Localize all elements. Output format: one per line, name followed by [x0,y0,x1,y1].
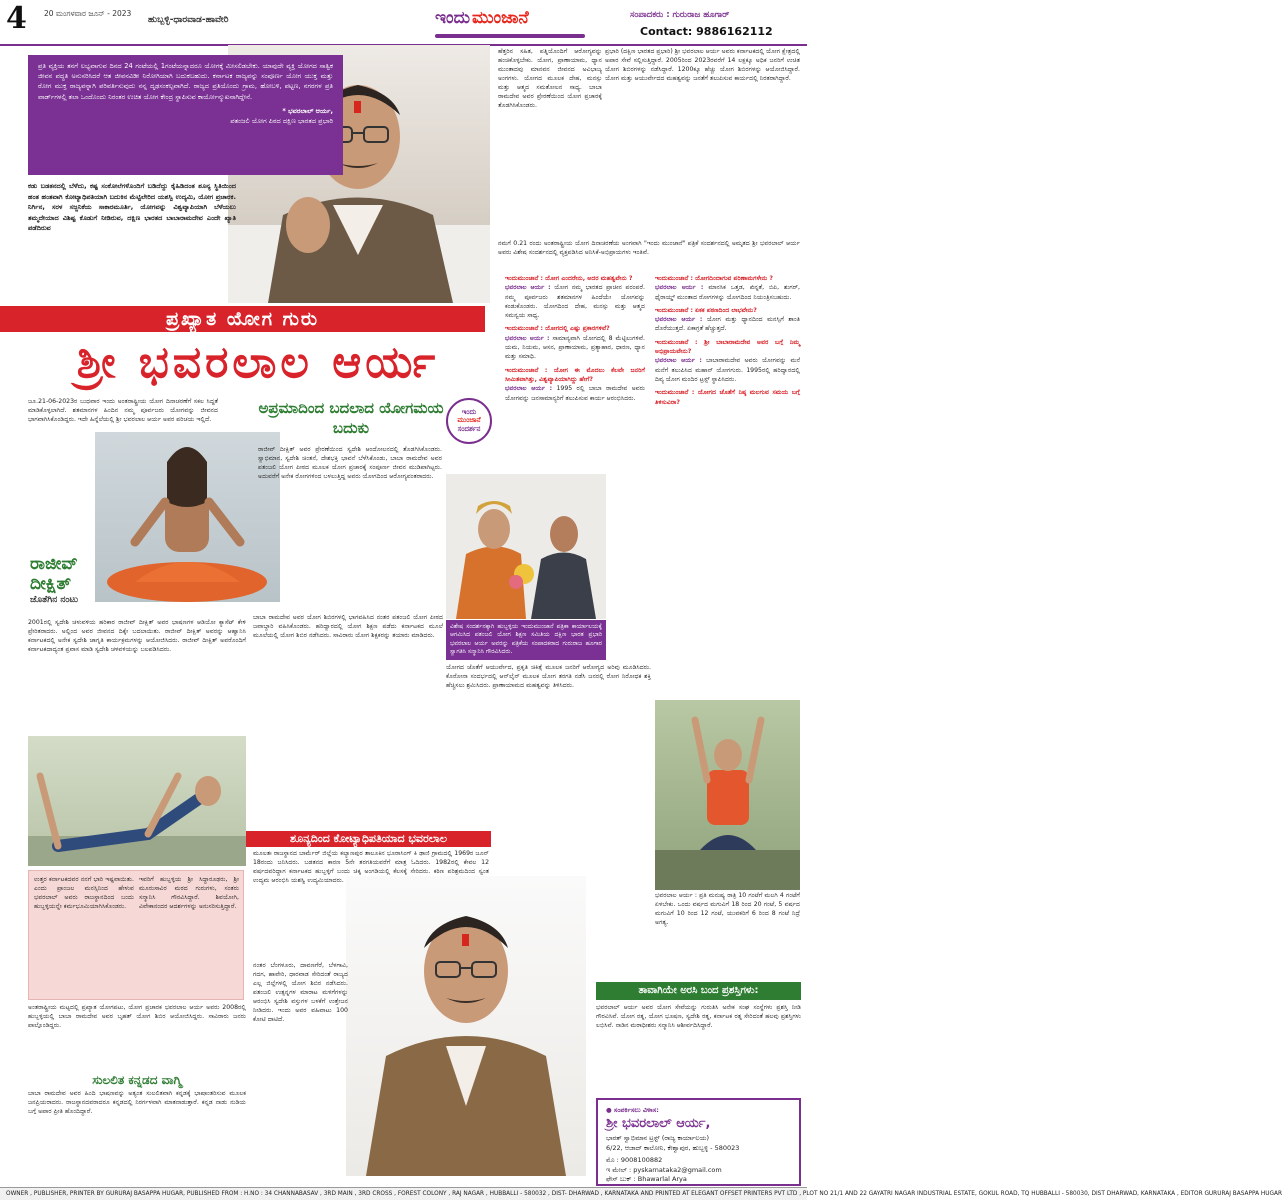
answer-label: ಭವರಲಾಲ ಆರ್ಯ : [655,316,703,324]
rajiv-heading [30,554,130,612]
story-kannada: ಬಾಬಾ ರಾಮದೇವ ಅವರ ಹಿಂದಿ ಭಾಷಣವನ್ನು ಅತ್ಯಂತ ಸುಲಲಿತವಾಗಿ ಕನ್ನಡಕ್ಕೆ ಭಾಷಾಂತರಿಸುವ ಮೂಲಕ ಜನಪ್ರಿಯರಾದರು. ರಾಜಸ್ಥಾನದವರಾದರೂ ಕನ್ನಡದಲ್ಲಿ ನಿರರ್ಗಳವಾಗಿ ಮಾತನಾಡುತ್ತಾರೆ. ಕನ್ನಡ ನಾಡು ನುಡಿಯ ಬಗ್ಗೆ ಅಪಾರ ಪ್ರೀತಿ ಹೊಂದಿದ್ದಾರೆ. [28,1090,246,1115]
page-number: 4 [6,1,27,36]
highlight-col2: ಇವರಿಗೆ ಹುಬ್ಬಳ್ಳಿಯ ಶ್ರೀ ಸಿದ್ಧಾರೂಢರು, ಶ್ರೀ ಮೂರುಸಾವಿರ ಮಠದ ಗುರುಗಳು, ಸಂತರು ಸನ್ಮಾನಿಸಿ ಗೌರವಿಸಿದ್ದಾರೆ. ಶಿವಯೋಗಿ, ವಿವೇಕಾನಂದರ ಆದರ್ಶಗಳನ್ನು ಅನುಸರಿಸುತ್ತಿದ್ದಾರೆ. [139,876,239,910]
contact-email: ಇ ಮೇಲ್ : pyskarnataka2@gmail.com [606,1165,722,1174]
answer: ಸಾಮಾನ್ಯವಾಗಿ ಯೋಗದಲ್ಲಿ 8 ಮೆಟ್ಟಿಲುಗಳಿವೆ. ಯಮ, ನಿಯಮ, ಆಸನ, ಪ್ರಾಣಾಯಾಮ, ಪ್ರತ್ಯಾಹಾರ, ಧಾರಣ, ಧ್ಯಾನ ಮತ್ತು ಸಮಾಧಿ. [505,334,646,361]
page-header [0,0,807,46]
article-middle-text: ರಾಜೀವ್ ದೀಕ್ಷಿತ್ ಅವರ ಪ್ರೇರಣೆಯಿಂದ ಸ್ವದೇಶಿ ಆಂದೋಲನದಲ್ಲಿ ತೊಡಗಿಸಿಕೊಂಡರು. ಸ್ವಾಭಿಮಾನ, ಸ್ವದೇಶಿ ಚಿಂತನೆ, ದೇಶಭಕ್ತಿ ಭಾವನೆ ಬೆಳೆಸಿಕೊಂಡು, ಬಾಬಾ ರಾಮದೇವ ಅವರ ಪತಂಜಲಿ ಯೋಗ ಪೀಠದ ಮೂಲಕ ಯೋಗ ಪ್ರಚಾರಕ್ಕೆ ಸಂಪೂರ್ಣ ಜೀವನ ಮುಡಿಪಾಗಿಟ್ಟರು. ಅದುವರೆಗೆ ಅನೇಕ ರೋಗಗಳಿಂದ ಬಳಲುತ್ತಿದ್ದ ಅವರು ಯೋಗದಿಂದ ಆರೋಗ್ಯವಂತರಾದರು. [258,446,442,480]
question: ಇಂದುಮುಂಜಾನೆ : ಯೋಗ ಈ ಮೊದಲು ಕೆಲವೇ ಜನರಿಗೆ ಸೀಮಿತವಾಗಿತ್ತು, ವಿಶ್ವವ್ಯಾಪಿಯಾಗಿದ್ದು ಹೇಗೆ? [505,366,645,383]
question: ಇಂದುಮುಂಜಾನೆ : ಯೋಗ ಎಂದರೇನು, ಅದರ ಮಹತ್ವವೇನು ? [505,275,633,282]
answer-label: ಭವರಲಾಲ ಆರ್ಯ : [505,284,551,292]
quote-signature: * ಭವರಲಾಲ್ ಆರ್ಯ, [282,106,333,115]
answer: ಮಾನಸಿಕ ಒತ್ತಡ, ಖಿನ್ನತೆ, ಬಿಪಿ, ಶುಗರ್, ಥೈರಾಯ್ಡ್ ಮುಂತಾದ ರೋಗಗಳನ್ನು ಯೋಗದಿಂದ ನಿಯಂತ್ರಿಸಬಹುದು. [655,284,801,301]
article-column-2: ಪ್ರಭಾರಿ (ದಕ್ಷಿಣ ಭಾರತದ ಪ್ರಭಾರಿ) ಶ್ರೀ ಭವರಲಾಲ ಆರ್ಯ ಅವರು ಕರ್ನಾಟಕದಲ್ಲಿ ಯೋಗ ಕ್ಷೇತ್ರದಲ್ಲಿ ಅಪಾರ ಸೇವೆ ಸಲ್ಲಿಸುತ್ತಿದ್ದಾರೆ. 2005ರಿಂದ 2023ರವರೆಗೆ 14 ಲಕ್ಷಕ್ಕೂ ಅಧಿಕ ಜನರಿಗೆ ಉಚಿತ ಯೋಗ ಶಿಬಿರಗಳನ್ನು ನಡೆಸಿದ್ದಾರೆ. 1200ಕ್ಕೂ ಹೆಚ್ಚು ಯೋಗ ಶಿಬಿರಗಳನ್ನು ಆಯೋಜಿಸಿದ್ದಾರೆ. ಯೋಗ ಮತ್ತು ಆಯುರ್ವೇದದ ಮಹತ್ವವನ್ನು ಜನತೆಗೆ ತಲುಪಿಸುವ ಕಾರ್ಯದಲ್ಲಿ ನಿರತರಾಗಿದ್ದಾರೆ. [605,48,800,82]
masthead-word-2: ಮುಂಜಾನೆ [472,8,529,28]
question: ಇಂದುಮುಂಜಾನೆ : ಯೋಗದ ಜೊತೆಗೆ ನಿಷ್ಠ ಮಲಗುವ ಸಮಯ ಬಗ್ಗೆ ತಿಳಿಸುವಿರಾ? [655,389,800,406]
subheading-zero-to-crorepati: ಶೂನ್ಯದಿಂದ ಕೋಟ್ಯಾಧಿಪತಿಯಾದ ಭವರಲಾಲ [246,831,491,847]
title-banner: ಪ್ರಖ್ಯಾತ ಯೋಗ ಗುರು [0,306,485,332]
main-headline: ಶ್ರೀ ಭವರಲಾಲ ಆರ್ಯ [76,337,440,388]
story-international: ಅಂತರಾಷ್ಟ್ರೀಯ ಮಟ್ಟದಲ್ಲಿ ಪ್ರಖ್ಯಾತ ಯೋಗಪಟು, ಯೋಗ ಪ್ರಚಾರಕ ಭವರಲಾಲ ಆರ್ಯ ಅವರು 2008ರಲ್ಲಿ ಹುಬ್ಬಳ್ಳಿಯಲ್ಲಿ ಬಾಬಾ ರಾಮದೇವ ಅವರ ಬೃಹತ್ ಯೋಗ ಶಿಬಿರ ಆಯೋಜಿಸಿದ್ದರು. ಸಾವಿರಾರು ಜನರು ಪಾಲ್ಗೊಂಡಿದ್ದರು. [28,1004,246,1029]
question: ಇಂದುಮುಂಜಾನೆ : ಶ್ರೀ ಬಾಬಾರಾಮದೇವ ಅವರ ಬಗ್ಗೆ ನಿಮ್ಮ ಅಭಿಪ್ರಾಯವೇನು? [655,338,800,356]
rajiv-heading-line2: ದೀಕ್ಷಿತ್ [30,574,71,594]
contact-box [596,1098,801,1186]
yoga-pose-illustration-1 [28,736,246,866]
answer-label: ಭವರಲಾಲ ಆರ್ಯ : [505,385,553,393]
article-column-1: ಹೆತ್ತರಿನ ಸಹಿತ, ಪತ್ನಿಯೊಂದಿಗೆ ಆರೋಗ್ಯವನ್ನು ಹಂಚಿಕೊಳ್ಳಬೇಕು. ಯೋಗ, ಪ್ರಾಣಾಯಾಮ, ಧ್ಯಾನ ಮುಂತಾದವು ಮಾನವನ ಜೀವನದ ಅವಿಭಾಜ್ಯ ಅಂಗಗಳು. ಯೋಗದ ಮೂಲಕ ದೇಹ, ಮನಸ್ಸು ಮತ್ತು ಆತ್ಮದ ಸಮತೋಲನ ಸಾಧ್ಯ. ಬಾಬಾ ರಾಮದೇವ ಅವರ ಪ್ರೇರಣೆಯಿಂದ ಯೋಗ ಪ್ರಚಾರಕ್ಕೆ ತೊಡಗಿಸಿಕೊಂಡರು. [498,48,602,109]
masthead-underline [435,34,585,38]
contact-number: Contact: 9886162112 [640,25,773,38]
article-column-3: ನಮಗೆ 0.21 ರಂದು ಅಂತರಾಷ್ಟ್ರೀಯ ಯೋಗ ದಿನಾಚರಣೆಯ ಅಂಗವಾಗಿ "ಇಂದು ಮುಂಜಾನೆ" ಪತ್ರಿಕೆ ಸಂದರ್ಶನದಲ್ಲಿ ಅಮೃತದ ಶ್ರೀ ಭವರಲಾಲ್ ಆರ್ಯ ಅವರು ವಿಶೇಷ ಸಂದರ್ಶನದಲ್ಲಿ ವ್ಯಕ್ತಪಡಿಸಿದ ಅನಿಸಿಕೆ-ಅಭಿಪ್ರಾಯಗಳು ಇಂತಿವೆ. [498,240,800,256]
felicitation-photo [446,474,606,619]
rajiv-heading-line3: ಜೊತೆಗಿನ ನಂಟು [30,595,79,605]
story-rajiv-text: 2001ರಲ್ಲಿ ಸ್ವದೇಶಿ ಚಳುವಳಿಯ ಹರಿಕಾರ ರಾಜೀವ್ ದೀಕ್ಷಿತ್ ಅವರ ಭಾಷಣಗಳ ಆಡಿಯೋ ಕ್ಯಾಸೆಟ್ ಕೇಳಿ ಪ್ರೇರಿತರಾದರು. ಅಲ್ಲಿಂದ ಅವರ ಜೀವನದ ದಿಕ್ಕೇ ಬದಲಾಯಿತು. ರಾಜೀವ್ ದೀಕ್ಷಿತ್ ಅವರನ್ನು ಆಹ್ವಾನಿಸಿ ಕರ್ನಾಟಕದಲ್ಲಿ ಅನೇಕ ಸ್ವದೇಶಿ ಜಾಗೃತಿ ಕಾರ್ಯಕ್ರಮಗಳನ್ನು ಆಯೋಜಿಸಿದರು. ರಾಜೀವ್ ದೀಕ್ಷಿತ್ ಅವರೊಂದಿಗೆ ಕರ್ನಾಟಕದಾದ್ಯಂತ ಪ್ರವಾಸ ಮಾಡಿ ಸ್ವದೇಶಿ ಚಳವಳಿಯನ್ನು ಬಲಪಡಿಸಿದರು. [28,619,246,653]
quote-text: ಪ್ರತಿ ವ್ಯಕ್ತಿಯ ತನಗೆ ಲಭ್ಯವಾಗುವ ದಿನದ 24 ಗಂಟೆಯಲ್ಲಿ 1ಗಂಟೆಯನ್ನಾದರೂ ಯೋಗಕ್ಕೆ ಮೀಸಲಿಡಬೇಕು. ಯಾವುದೇ ವ್ಯಕ್ತಿ ಯೋಗದ ಸಾತ್ವಿಕ ಜೀವನ ಪದ್ಧತಿ ಅನುಸರಿಸಿದರೆ ಆತ ಜೀವನವಿಡೀ ನಿರೋಗಿಯಾಗಿ ಬದುಕಬಹುದು. ಕರ್ನಾಟಕ ರಾಜ್ಯವನ್ನು ಸಂಪೂರ್ಣ ಯೋಗ ಯುಕ್ತ ಮತ್ತು ರೋಗ ಮುಕ್ತ ರಾಜ್ಯವನ್ನಾಗಿ ಪರಿವರ್ತಿಸುವುದು ನನ್ನ ದೃಢಸಂಕಲ್ಪವಾಗಿದೆ. ರಾಜ್ಯದ ಪ್ರತಿಯೊಂದು ಗ್ರಾಮ, ಹೋಬಳಿ, ಪಟ್ಟಣ, ನಗರಗಳ ಪ್ರತಿ ವಾರ್ಡ್‌ಗಳಲ್ಲಿ ತಲಾ ಒಂದೊಂದು ನಿರಂತರ ಉಚಿತ ಯೋಗ ಕೇಂದ್ರ ಸ್ಥಾಪಿಸುವ ಕಾರ್ಯೋನ್ಮುಖನಾಗಿದ್ದೇನೆ. [38,62,333,101]
highlight-col1: ಉತ್ತರ ಕರ್ನಾಟಕದವರ ನನಗೆ ಭಾರಿ ಇಷ್ಟವಾಯಿತು. ಎಂದು ಪ್ರಾಂಜಲ ಮನಸ್ಸಿನಿಂದ ಹೇಳುವ ಭವರಲಾಲ್ ಅವರು ರಾಜಸ್ಥಾನದಿಂದ ಬಂದು ಹುಬ್ಬಳ್ಳಿಯನ್ನೇ ಕರ್ಮಭೂಮಿಯಾಗಿಸಿಕೊಂಡರು. [34,876,134,910]
editor-label: ಸಂಪಾದಕರು : ಗುರುರಾಜ ಹೂಗಾರ್ [630,10,730,20]
answer-label: ಭವರಲಾಲ ಆರ್ಯ : [655,357,702,365]
masthead-logo [435,6,585,34]
quote-role: ಪತಂಜಲಿ ಯೋಗ ಪಿಠದ ದಕ್ಷಿಣ ಭಾರತದ ಪ್ರಭಾರಿ [230,117,333,126]
interview-badge [446,398,492,444]
awards-heading: ತಾವಾಗಿಯೇ ಅರಸಿ ಬಂದ ಪ್ರಶಸ್ತಿಗಳು: [596,982,801,1000]
imprint-footer: OWNER , PUBLISHER, PRINTER BY GURURAJ BASAPPA HUGAR, PUBLISHED FROM : H.NO : 34 CHANNABASAV , 3RD MAIN , 3RD CROSS , FOREST COLONY , RAJ NAGAR , HUBBALLI - 580032 , DIST- DHARWAD , KARNATAKA AND PRINTED AT ELEGANT OFFSET PRINTERS PVT LTD , PLOT NO 21/1 AND 22 GAYATRI NAGAR INDUSTRIAL ESTATE, GOKUL ROAD, TQ HUBBALLI - 580030, DIST DHARWAD, KARNATAKA , EDITOR GURURAJ BASAPPA HUGAR [0,1187,807,1200]
felicitation-caption: ವಿಶೇಷ ಸಂದರ್ಶನಕ್ಕಾಗಿ ಹುಬ್ಬಳ್ಳಿಯ ಇಂದುಮುಂಜಾನೆ ಪತ್ರಿಕಾ ಕಾರ್ಯಾಲಯಕ್ಕೆ ಆಗಮಿಸಿದ ಪತಂಜಲಿ ಯೋಗ ಶಿಕ್ಷಣ ಸಮಿತಿಯ ದಕ್ಷಿಣ ಭಾರತ ಪ್ರಭಾರಿ ಭವರಲಾಲ ಆರ್ಯ ಅವರನ್ನು ಪತ್ರಿಕೆಯ ಸಂಪಾದಕರಾದ ಗುರುರಾಜ ಹೂಗಾರ ಸ್ವಾಗತಿಸಿ ಸನ್ಮಾನಿಸಿ ಗೌರವಿಸಿದರು. [446,620,606,660]
contact-label: ● ಸಂಪರ್ಕಿಸಲು ವಿಳಾಸ: [606,1106,659,1114]
felicitation-illustration [446,474,606,619]
question: ಇಂದುಮುಂಜಾನೆ : ಯೋಗದಲ್ಲಿ ಎಷ್ಟು ಪ್ರಕಾರಗಳಿವೆ? [505,325,610,333]
question: ಇಂದುಮುಂಜಾನೆ : ಏಕಕ ಪಠಣದಿಂದ ಲಾಭವೇನು? [655,306,757,314]
story-patanjali: ಬಾಬಾ ರಾಮದೇವ ಅವರ ಯೋಗ ಶಿಬಿರಗಳಲ್ಲಿ ಭಾಗವಹಿಸಿದ ನಂತರ ಪತಂಜಲಿ ಯೋಗ ಪೀಠದ ಜವಾಬ್ದಾರಿ ವಹಿಸಿಕೊಂಡರು. ಹರಿದ್ವಾರದಲ್ಲಿ ಯೋಗ ಶಿಕ್ಷಣ ಪಡೆದು ಕರ್ನಾಟಕದ ಮೂಲೆ ಮೂಲೆಯಲ್ಲಿ ಯೋಗ ಶಿಬಿರ ನಡೆಸಿದರು. ಸಾವಿರಾರು ಯೋಗ ಶಿಕ್ಷಕರನ್ನು ತಯಾರು ಮಾಡಿದರು. [253,614,443,639]
contact-facebook: ಫೇಸ್ ಬುಕ್ : Bhawarlal Arya [606,1174,687,1183]
contact-address: 6/22, ಆಜಾದ್ ಕಾಲೋನಿ, ಕೇಶ್ವಾಪುರ, ಹುಬ್ಬಳ್ಳಿ - 580023 [606,1143,740,1152]
contact-mobile: ಮೊ : 9008100882 [606,1156,663,1165]
badge-line2: ಮುಂಜಾನೆ [457,416,481,425]
contact-name: ಶ್ರೀ ಭವರಲಾಲ್ ಆರ್ಯ, [606,1116,711,1132]
badge-line1: ಇಂದು [461,408,477,416]
contact-org: ಭಾರತ್ ಸ್ವಾಭಿಮಾನ ಟ್ರಸ್ಟ್ (ರಾಜ್ಯ ಕಾರ್ಯಾಲಯ) [606,1134,709,1143]
yoga-pose-photo-2 [655,700,800,890]
awards-text: ಭವರಲಾಲ್ ಆರ್ಯ ಅವರ ಯೋಗ ಸೇವೆಯನ್ನು ಗುರುತಿಸಿ ಅನೇಕ ಸಂಘ ಸಂಸ್ಥೆಗಳು ಪ್ರಶಸ್ತಿ ನೀಡಿ ಗೌರವಿಸಿವೆ. ಯೋಗ ರತ್ನ, ಯೋಗ ಭೂಷಣ, ಸ್ವದೇಶಿ ರತ್ನ, ಕರ್ನಾಟಕ ರತ್ನ ಸೇರಿದಂತೆ ಹಲವು ಪ್ರಶಸ್ತಿಗಳು ಲಭಿಸಿವೆ. ನಾಡಿನ ಮಠಾಧೀಶರು ಸನ್ಮಾನಿಸಿ ಆಶೀರ್ವದಿಸಿದ್ದಾರೆ. [596,1004,801,1029]
yoga-pose-photo-1 [28,736,246,866]
story-expansion: ನಂತರ ಬೆಂಗಳೂರು, ದಾವಣಗೆರೆ, ಬೆಳಗಾವಿ, ಗದಗ, ಹಾವೇರಿ, ಧಾರವಾಡ ಸೇರಿದಂತೆ ರಾಜ್ಯದ ಎಲ್ಲ ಜಿಲ್ಲೆಗಳಲ್ಲಿ ಯೋಗ ಶಿಬಿರ ನಡೆಸಿದರು. ಪತಂಜಲಿ ಉತ್ಪನ್ನಗಳ ಮಾರಾಟ ಮಳಿಗೆಗಳನ್ನು ಆರಂಭಿಸಿ ಸ್ವದೇಶಿ ವಸ್ತುಗಳ ಬಳಕೆಗೆ ಉತ್ತೇಜನ ನೀಡಿದರು. ಇಂದು ಅವರ ವಹಿವಾಟು 100 ಕೋಟಿ ದಾಟಿದೆ. [253,962,348,1023]
quote-box [28,55,343,175]
question: ಇಂದುಮುಂಜಾನೆ : ಯೋಗದಿಂದಾಗುವ ಪರಿಣಾಮಗಳೇನು ? [655,275,773,282]
intro2-text: ಜೂ.21-06-2023ರ ಬುಧವಾರ ಇಂದು ಅಂತರಾಷ್ಟ್ರೀಯ ಯೋಗ ದಿನಾಚರಣೆಗೆ ಸಕಲ ಸಿದ್ಧತೆ ಮಾಡಿಕೊಳ್ಳಲಾಗಿದೆ. ಶತಮಾನಗಳ ಹಿಂದಿನ ನಮ್ಮ ಪೂರ್ವಜರು ಯೋಗವನ್ನು ಜೀವನದ ಭಾಗವಾಗಿಸಿಕೊಂಡಿದ್ದರು. ಇದೇ ಹಿನ್ನೆಲೆಯಲ್ಲಿ ಶ್ರೀ ಭವರಲಾಲ ಆರ್ಯ ಅವರ ಪರಿಚಯ ಇಲ್ಲಿದೆ. [28,398,218,423]
highlight-box [28,870,244,1000]
story-ayurveda: ಯೋಗದ ಜೊತೆಗೆ ಆಯುರ್ವೇದ, ಪ್ರಕೃತಿ ಚಿಕಿತ್ಸೆ ಮೂಲಕ ಜನರಿಗೆ ಆರೋಗ್ಯದ ಅರಿವು ಮೂಡಿಸಿದರು. ಕೊರೋನಾ ಸಂದರ್ಭದಲ್ಲಿ ಆನ್‌ಲೈನ್ ಮೂಲಕ ಯೋಗ ತರಗತಿ ನಡೆಸಿ ಜನರಲ್ಲಿ ರೋಗ ನಿರೋಧಕ ಶಕ್ತಿ ಹೆಚ್ಚಿಸಲು ಶ್ರಮಿಸಿದರು. ಪ್ರಾಣಾಯಾಮದ ಮಹತ್ವವನ್ನು ತಿಳಿಸಿದರು. [446,664,651,689]
answer: ಯೋಗ ಮತ್ತು ಧ್ಯಾನದಿಂದ ಮನಸ್ಸಿಗೆ ಶಾಂತಿ ದೊರೆಯುತ್ತದೆ. ಏಕಾಗ್ರತೆ ಹೆಚ್ಚುತ್ತದೆ. [655,316,801,333]
subheading-life-change: ಅಪ್ರಮಾದಿಂದ ಬದಲಾದ ಯೋಗಮಯ ಬದುಕು [258,399,444,437]
story-rajiv [28,619,246,715]
yoga-caption: ಭವರಲಾಲ ಆರ್ಯ : ಪ್ರತಿ ಮನುಷ್ಯ ರಾತ್ರಿ 10 ಗಂಟೆಗೆ ಮಲಗಿ 4 ಗಂಟೆಗೆ ಏಳಬೇಕು. ಒಂದು ವರ್ಷದ ಮಗುವಿಗೆ 18 ರಿಂದ 20 ಗಂಟೆ, 5 ವರ್ಷದ ಮಗುವಿಗೆ 10 ರಿಂದ 12 ಗಂಟೆ, ಯುವಕರಿಗೆ 6 ರಿಂದ 8 ಗಂಟೆ ನಿದ್ರೆ ಅಗತ್ಯ. [655,892,800,926]
yoga-pose-illustration-2 [655,700,800,890]
rajiv-heading-line1: ರಾಜೀವ್ [30,554,78,574]
subheading-kannada-orator: ಸುಲಲಿತ ಕನ್ನಡದ ವಾಗ್ಮಿ [92,1073,182,1087]
answer-label: ಭವರಲಾಲ ಆರ್ಯ : [655,284,704,292]
intro-paragraph: ಕಡು ಬಡತನದಲ್ಲಿ ಬೆಳೆದು, ಕಷ್ಟ ಸಂಕೋಲೆಗಳೊಂದಿಗೆ ಬಡಿದೆದ್ದು ಕೈಹಿಡಿದಂತ ಶೂನ್ಯ ಸ್ಥಿತಿಯಿಂದ ಹಂತ ಹಂತವಾಗಿ ಕೋಟ್ಯಾಧಿಪತಿಯಾಗಿ ಬದುಕಿನ ಮೆಟ್ಟಿಲೇರಿದ ಯಶಸ್ವಿ ಉದ್ಯಮಿ, ಯೋಗ ಪ್ರಚಾರಕ. ನಿರ್ಗಿನ, ಸರಳ ಸಜ್ಜನಿಕೆಯ ಸಾಕಾರಮೂರ್ತಿ, ಯೋಗವನ್ನು ವಿಶ್ವವ್ಯಾಪಿಯಾಗಿ ಬೆಳೆಯಲು ತಮ್ಮದೇಯಾದ ವಿಶಿಷ್ಟ ಕೊಡುಗೆ ನೀಡಿರುವ, ದಕ್ಷಿಣ ಭಾರತದ ಬಾಬಾರಾಮದೇವ ಎಂದೇ ಖ್ಯಾತಿ ಪಡೆದಿರುವ [28,182,236,233]
answer: 1995 ರಲ್ಲಿ ಬಾಬಾ ರಾಮದೇವ ಅವರು ಯೋಗವನ್ನು ಜನಸಾಮಾನ್ಯರಿಗೆ ತಲುಪಿಸುವ ಕಾರ್ಯ ಆರಂಭಿಸಿದರು. [505,385,645,402]
answer: ಬಾಬಾರಾಮದೇವ ಅವರು ಯೋಗವನ್ನು ಮನೆ ಮನೆಗೆ ತಲುಪಿಸಿದ ಮಹಾನ್ ಯೋಗಗುರು. 1995ರಲ್ಲಿ ಹರಿದ್ವಾರದಲ್ಲಿ ದಿವ್ಯ ಯೋಗ ಮಂದಿರ ಟ್ರಸ್ಟ್ ಸ್ಥಾಪಿಸಿದರು. [655,357,801,383]
answer-label: ಭವರಲಾಲ ಆರ್ಯ : [505,334,550,342]
portrait-illustration-2 [346,876,586,1176]
portrait-photo-bottom [346,876,586,1176]
badge-line3: ಸಂದರ್ಶನ [457,424,481,433]
story-biography: ಮೂಲತಃ ರಾಜಸ್ಥಾನದ ಬಾರ್ಮೆರ್ ಜಿಲ್ಲೆಯ ಕಲ್ಯಾಣಪುರ ತಾಲೂಕಿನ ಭೂರಾಸಿಂಗ್ ಕಿ ಢಾಣಿ ಗ್ರಾಮದಲ್ಲಿ 1969ರ ಜೂನ್ 18ರಂದು ಜನಿಸಿದರು. ಬಡತನದ ಕಾರಣ 5ನೇ ತರಗತಿಯವರೆಗೆ ಮಾತ್ರ ಓದಿದರು. 1982ರಲ್ಲಿ ಕೇವಲ 12 ವರ್ಷದವರಿದ್ದಾಗ ಕರ್ನಾಟಕದ ಹುಬ್ಬಳ್ಳಿಗೆ ಬಂದು ಚಿಕ್ಕ ಅಂಗಡಿಯಲ್ಲಿ ಕೆಲಸಕ್ಕೆ ಸೇರಿದರು. ಕಠಿಣ ಪರಿಶ್ರಮದಿಂದ ಸ್ವಂತ ಉದ್ಯಮ ಆರಂಭಿಸಿ ಯಶಸ್ವಿ ಉದ್ಯಮಿಯಾದರು. [253,850,489,884]
answer: ಯೋಗ ನಮ್ಮ ಭಾರತದ ಪ್ರಾಚೀನ ಪರಂಪರೆ. ನಮ್ಮ ಪೂರ್ವಜರು ಶತಮಾನಗಳ ಹಿಂದೆಯೇ ಯೋಗವನ್ನು ಕಂಡುಕೊಂಡರು. ಯೋಗದಿಂದ ದೇಹ, ಮನಸ್ಸು ಮತ್ತು ಆತ್ಮದ ಸಮನ್ವಯ ಸಾಧ್ಯ. [505,284,645,320]
edition-label: ಹುಬ್ಬಳ್ಳಿ-ಧಾರವಾಡ-ಹಾವೇರಿ [148,15,229,25]
qa-column-2 [655,270,800,676]
issue-date: 20 ಮಂಗಳವಾರ ಜೂನ್ - 2023 [44,9,132,18]
masthead-word-1: ಇಂದು [435,8,470,28]
